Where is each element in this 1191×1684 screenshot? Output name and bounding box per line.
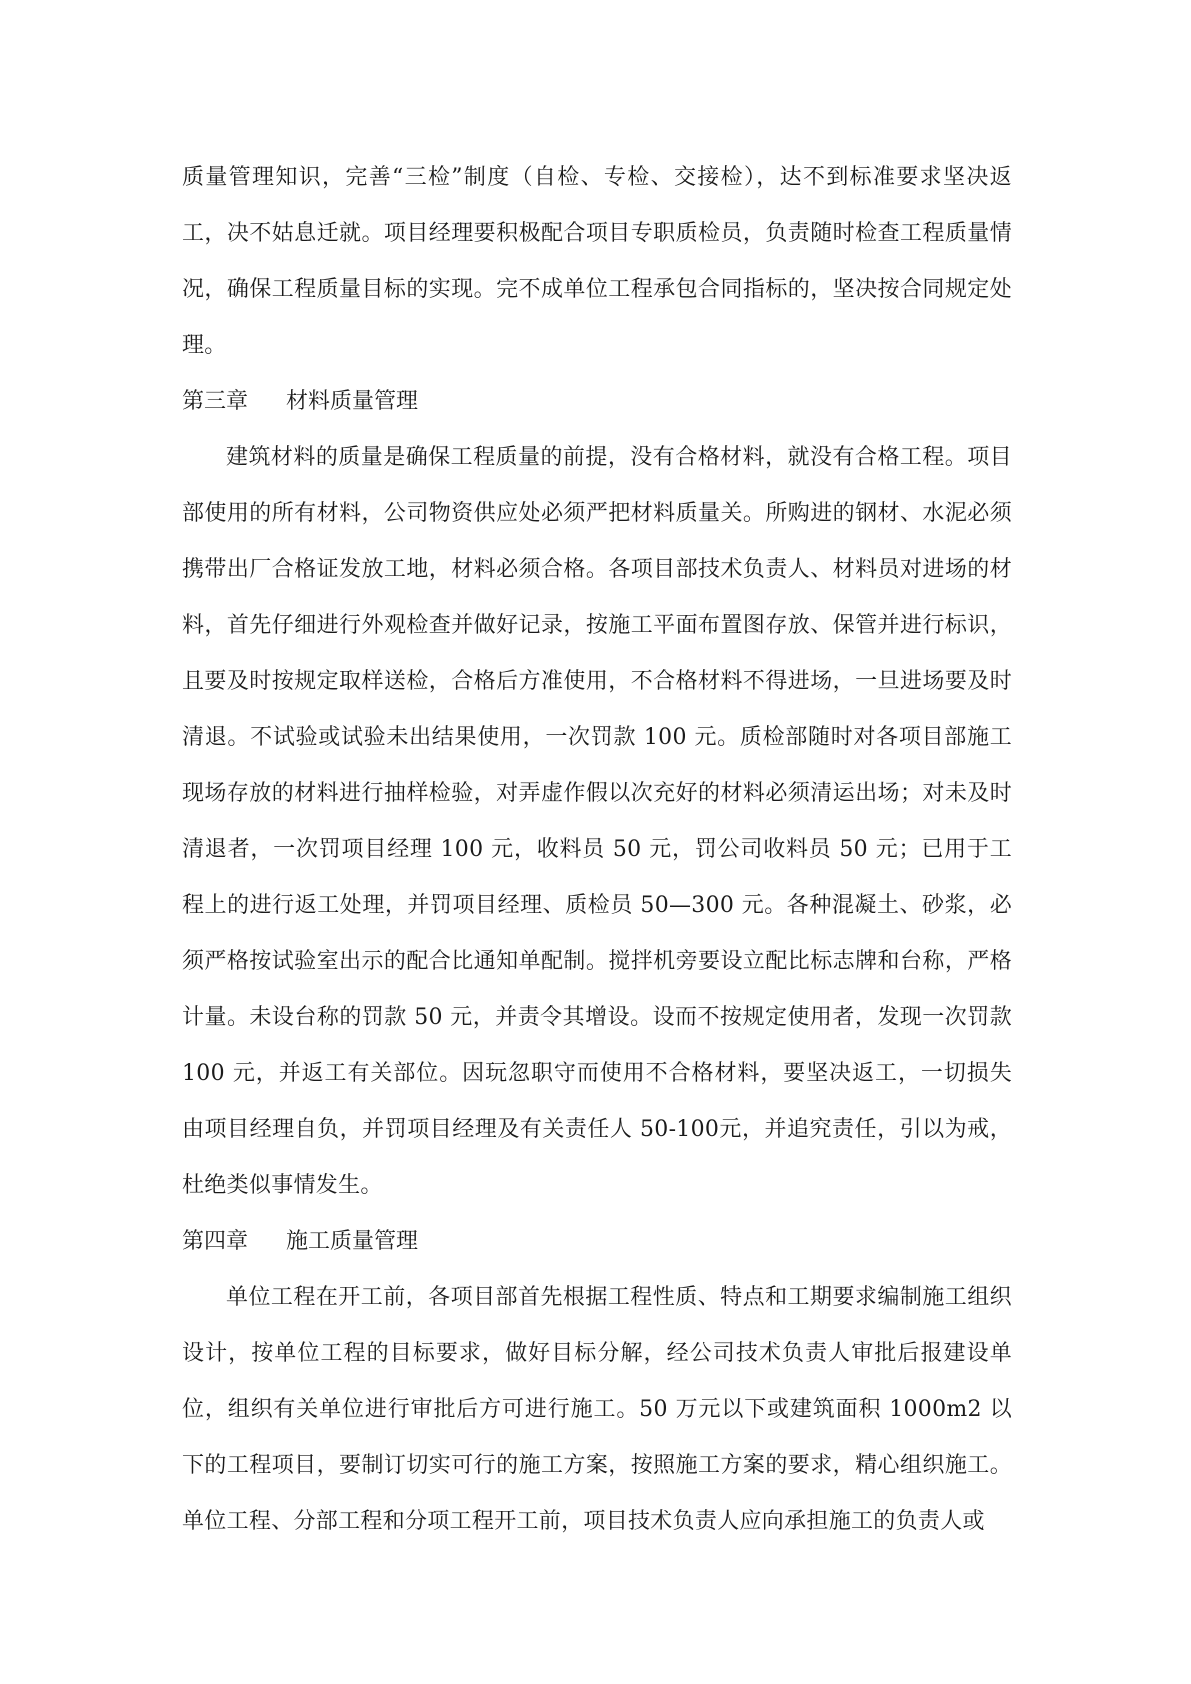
document-body (182, 150, 1012, 1550)
chapter-3-number: 第三章 (182, 389, 249, 414)
paragraph-material-quality: 建筑材料的质量是确保工程质量的前提，没有合格材料，就没有合格工程。项目部使用的所有材料，公司物资供应处必须严把材料质量关。所购进的钢材、水泥必须携带出厂合格证发放工地，材料必须合格。各项目部技术负责人、材料员对进场的材料，首先仔细进行外观检查并做好记录，按施工平面布置图存放、保管并进行标识，且要及时按规定取样送检，合格后方准使用，不合格材料不得进场，一旦进场要及时清退。不试验或试验未出结果使用，一次罚款 100 元。质检部随时对各项目部施工现场存放的材料进行抽样检验，对弄虚作假以次充好的材料必须清运出场；对未及时清退者，一次罚项目经理 100 元，收料员 50 元，罚公司收料员 50 元；已用于工程上的进行返工处理，并罚项目经理、质检员 50—300 元。各种混凝土、砂浆，必须严格按试验室出示的配合比通知单配制。搅拌机旁要设立配比标志牌和台称，严格计量。未设台称的罚款 50 元，并责令其增设。设而不按规定使用者，发现一次罚款 100 元，并返工有关部位。因玩忽职守而使用不合格材料，要坚决返工，一切损失由项目经理自负，并罚项目经理及有关责任人 50-100元，并追究责任，引以为戒，杜绝类似事情发生。 (182, 445, 1012, 1198)
chapter-4-title: 施工质量管理 (286, 1229, 419, 1254)
chapter-4-heading (182, 1214, 1012, 1270)
chapter-3-heading (182, 374, 1012, 430)
paragraph-quality-inspection: 质量管理知识，完善“三检”制度（自检、专检、交接检），达不到标准要求坚决返工，决不姑息迁就。项目经理要积极配合项目专职质检员，负责随时检查工程质量情况，确保工程质量目标的实现。完不成单位工程承包合同指标的，坚决按合同规定处理。 (182, 165, 1012, 358)
paragraph-construction-quality: 单位工程在开工前，各项目部首先根据工程性质、特点和工期要求编制施工组织设计，按单位工程的目标要求，做好目标分解，经公司技术负责人审批后报建设单位，组织有关单位进行审批后方可进行施工。50 万元以下或建筑面积 1000m2 以下的工程项目，要制订切实可行的施工方案，按照施工方案的要求，精心组织施工。单位工程、分部工程和分项工程开工前，项目技术负责人应向承担施工的负责人或 (182, 1285, 1012, 1534)
chapter-4-number: 第四章 (182, 1229, 249, 1254)
chapter-3-title: 材料质量管理 (286, 389, 419, 414)
